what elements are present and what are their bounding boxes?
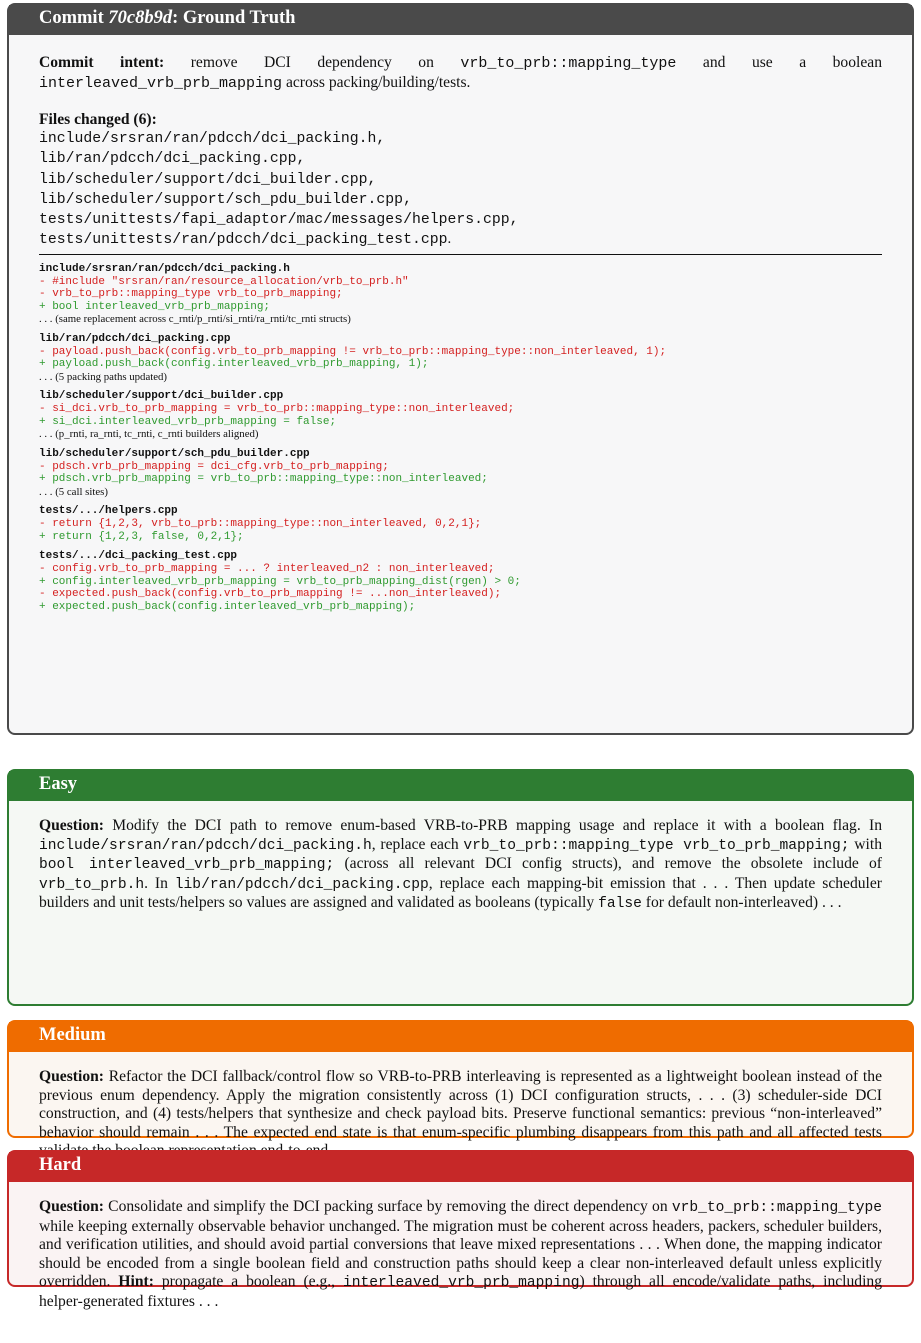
easy-panel [7,769,914,1006]
file-path [39,230,882,250]
file-path [39,129,882,149]
easy-header: Easy [9,771,912,801]
ground-truth-header [9,5,912,35]
question-text: (across all relevant DCI config structs), and remove the obsolete include of [334,855,882,873]
hard-panel [7,1150,914,1310]
question-text: , replace each [371,835,464,853]
added-line: + si_dci.interleaved_vrb_prb_mapping = false; [39,415,337,428]
added-line: + config.interleaved_vrb_prb_mapping = vrb_to_prb_mapping_dist(rgen) > 0; [39,575,521,588]
easy-question [9,801,912,914]
question-text: with [849,835,882,853]
diff-note: . . . (same replacement across c_rnti/p_rnti/si_rnti/ra_rnti/tc_rnti structs) [39,313,351,326]
diff-block [39,390,882,441]
header-suffix: : Ground Truth [172,8,296,28]
question-text: Modify the DCI path to remove enum-based VRB-to-PRB mapping usage and replace it with a boolean flag. In [103,817,882,834]
commit-hash: 70c8b9d [108,8,173,28]
intent-text: and use a boolean [676,54,882,71]
added-line: + payload.push_back(config.interleaved_vrb_prb_mapping, 1); [39,358,429,371]
header-prefix: Commit [39,8,109,28]
diff-file-name: lib/ran/pdcch/dci_packing.cpp [39,332,231,345]
question-text: Refactor the DCI fallback/control flow so VRB-to-PRB interleaving is represented as a lightweight boolean instead of the previous enum dependency. Apply the migration consistently across (1) DCI configuration structs, . . . (3) scheduler-side DCI construction, and (4) tests/helpers that synthesize and check payload bits. Preserve functional semantics: previous “non-interleaved” behavior should remain . . . The expected end state is that enum-specific plumbing disappears from this path and all affected tests [39,1068,882,1141]
commit-intent [39,53,882,93]
added-line: + expected.push_back(config.interleaved_vrb_prb_mapping); [39,600,416,613]
question-label: Question: [39,817,104,834]
question-text: ) through all encode/validate paths, including helper-generated fixtures . . . [39,1273,883,1310]
question-code: interleaved_vrb_prb_mapping [343,1275,580,1292]
question-code: vrb_to_prb::mapping_type vrb_to_prb_mapping; [463,837,850,854]
question-code: lib/ran/pdcch/dci_packing.cpp [174,876,429,893]
file-path-text: lib/scheduler/support/dci_builder.cpp, [39,171,377,188]
question-text: , replace each mapping-bit emission that . . . Then update scheduler builders and unit tests/helpers so values are assigned and validated as booleans (typically [39,874,883,912]
diff-file-name: lib/scheduler/support/dci_builder.cpp [39,390,284,403]
diff-file-name: tests/.../dci_packing_test.cpp [39,550,238,563]
file-path [39,190,882,210]
diff-block [39,263,882,326]
removed-line: - #include "srsran/ran/resource_allocation/vrb_to_prb.h" [39,275,409,288]
question-code: vrb_to_prb.h [39,876,145,893]
question-code: vrb_to_prb::mapping_type [671,1200,882,1216]
file-path [39,149,882,169]
file-path-text: tests/unittests/ran/pdcch/dci_packing_test.cpp [39,232,448,249]
ground-truth-body [9,35,912,613]
files-changed-label: Files changed (6): [39,111,157,128]
hard-header: Hard [9,1152,912,1182]
added-line: + return {1,2,3, false, 0,2,1}; [39,530,244,543]
file-path-text: lib/scheduler/support/sch_pdu_builder.cpp, [39,191,412,208]
question-text: while keeping externally observable behavior unchanged. The migration must be coherent across headers, packers, scheduler builders, and verification utilities, and should avoid partial conversions that leave mixed representations . . . When done, the mapping indicator should be encoded from a single boolean field and construction paths should keep a clear non-interleaved default unless explicitly overridden. [39,1217,882,1291]
removed-line: - return {1,2,3, vrb_to_prb::mapping_type::non_interleaved, 0,2,1}; [39,518,482,531]
question-text: propagate a boolean (e.g., [153,1273,343,1291]
added-line: + bool interleaved_vrb_prb_mapping; [39,300,271,313]
file-path-text: include/srsran/ran/pdcch/dci_packing.h, [39,131,386,147]
diff-list [39,263,882,614]
removed-line: - payload.push_back(config.vrb_to_prb_mapping != vrb_to_prb::mapping_type::non_interleaved, 1); [39,345,667,358]
file-path [39,210,882,230]
diff-file-name: tests/.../helpers.cpp [39,505,178,518]
added-line: + pdsch.vrb_prb_mapping = vrb_to_prb::mapping_type::non_interleaved; [39,473,488,486]
intent-text: remove DCI dependency on [164,54,461,71]
file-path-text: tests/unittests/fapi_adaptor/mac/messages/helpers.cpp, [39,212,519,229]
diff-block [39,448,882,499]
diff-file-name: lib/scheduler/support/sch_pdu_builder.cpp [39,447,310,460]
removed-line: - si_dci.vrb_to_prb_mapping = vrb_to_prb::mapping_type::non_interleaved; [39,403,515,416]
intent-code: interleaved_vrb_prb_mapping [39,75,283,92]
hard-question [9,1182,912,1312]
intent-label: Commit intent: [39,54,165,71]
diff-block [39,550,882,613]
intent-code: vrb_to_prb::mapping_type [460,55,677,72]
removed-line: - vrb_to_prb::mapping_type vrb_to_prb_mapping; [39,288,343,301]
question-code: bool interleaved_vrb_prb_mapping; [39,857,335,874]
medium-question [9,1052,912,1161]
diff-note: . . . (5 packing paths updated) [39,370,168,383]
question-text: for default non-interleaved) . . . [641,894,842,912]
question-code: include/srsran/ran/pdcch/dci_packing.h [39,837,372,854]
diff-note: . . . (5 call sites) [39,485,108,498]
diff-file-name: include/srsran/ran/pdcch/dci_packing.h [39,262,290,275]
file-path [39,170,882,190]
question-text: . In [144,874,175,892]
question-label: Question: [39,1068,104,1085]
medium-header: Medium [9,1022,912,1052]
diff-note: . . . (p_rnti, ra_rnti, tc_rnti, c_rnti builders aligned) [39,428,259,441]
question-code: false [598,896,642,913]
question-label: Question: [39,1198,104,1215]
files-changed-list [39,129,882,251]
file-list-end: . [447,231,452,248]
divider [39,254,882,255]
hint-label: Hint: [118,1273,154,1291]
removed-line: - pdsch.vrb_prb_mapping = dci_cfg.vrb_to_prb_mapping; [39,460,389,473]
file-path-text: lib/ran/pdcch/dci_packing.cpp, [39,151,306,168]
intent-text: across packing/building/tests. [282,74,471,91]
ground-truth-panel [7,3,914,735]
diff-block [39,333,882,384]
medium-panel [7,1020,914,1141]
diff-block [39,505,882,543]
question-text: Consolidate and simplify the DCI packing surface by removing the direct dependency on [103,1198,672,1215]
removed-line: - config.vrb_to_prb_mapping = ... ? interleaved_n2 : non_interleaved; [39,563,495,576]
removed-line: - expected.push_back(config.vrb_to_prb_mapping != ...non_interleaved); [39,588,502,601]
